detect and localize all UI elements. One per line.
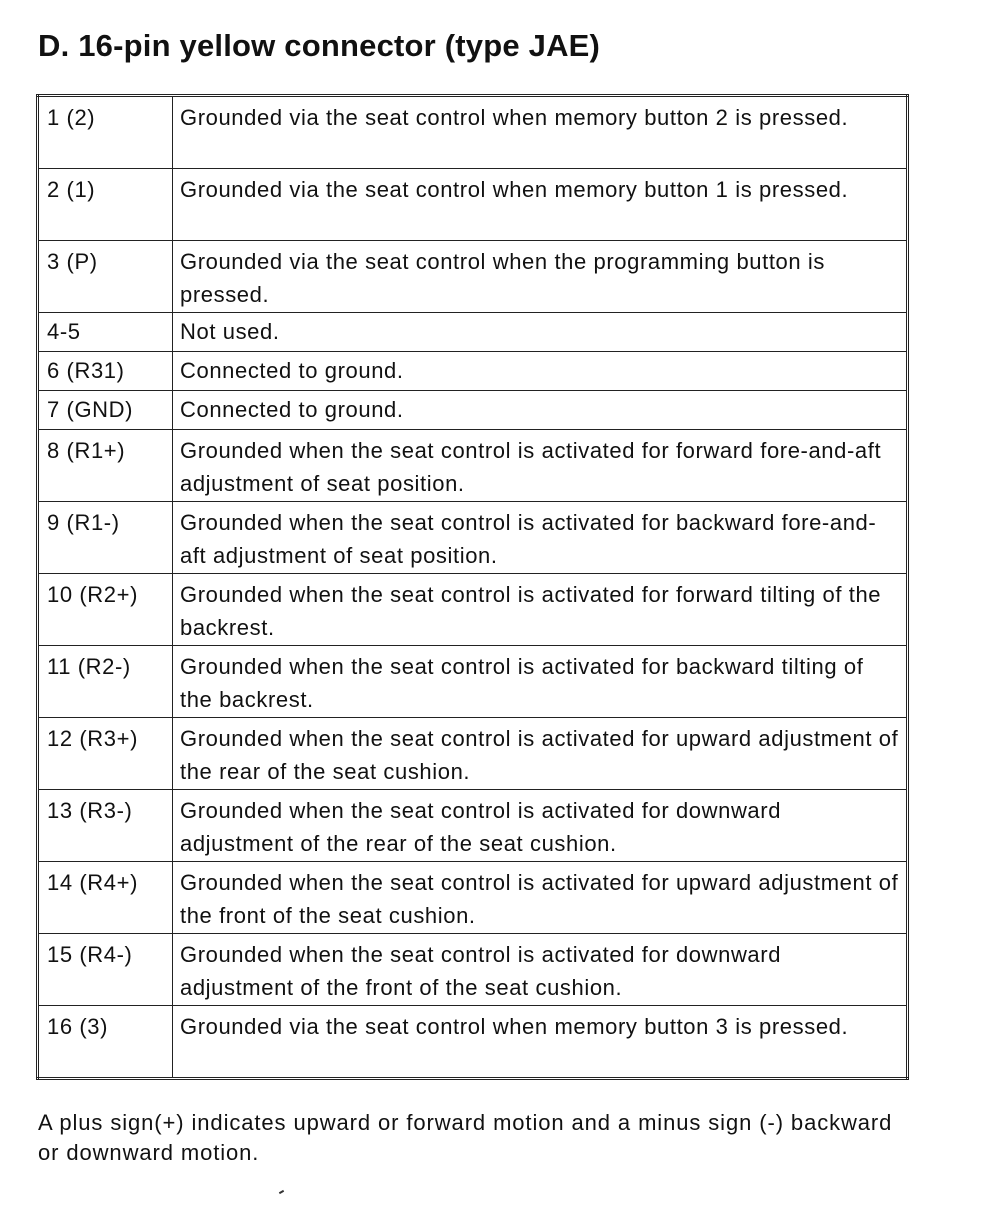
pin-number: 16 (3)	[38, 1006, 173, 1079]
pin-description: Grounded when the seat control is activated for downward adjustment of the front of the seat cushion.	[173, 934, 908, 1006]
pin-description: Not used.	[173, 313, 908, 352]
pin-description: Grounded when the seat control is activated for backward tilting of the backrest.	[173, 646, 908, 718]
table-row	[38, 934, 908, 1006]
pin-description: Grounded when the seat control is activated for downward adjustment of the rear of the seat cushion.	[173, 790, 908, 862]
pin-description: Grounded when the seat control is activated for upward adjustment of the front of the seat cushion.	[173, 862, 908, 934]
pin-description: Grounded via the seat control when memory button 3 is pressed.	[173, 1006, 908, 1079]
table-row	[38, 574, 908, 646]
pin-number: 8 (R1+)	[38, 430, 173, 502]
pin-description: Grounded when the seat control is activated for backward fore-and-aft adjustment of seat position.	[173, 502, 908, 574]
table-row	[38, 241, 908, 313]
pin-number: 13 (R3-)	[38, 790, 173, 862]
pin-number: 9 (R1-)	[38, 502, 173, 574]
pin-number: 2 (1)	[38, 169, 173, 241]
pin-description: Grounded via the seat control when the programming button is pressed.	[173, 241, 908, 313]
pin-number: 15 (R4-)	[38, 934, 173, 1006]
table-row	[38, 169, 908, 241]
table-row	[38, 313, 908, 352]
pin-description: Grounded via the seat control when memory button 2 is pressed.	[173, 96, 908, 169]
table-row	[38, 352, 908, 391]
pin-number: 4-5	[38, 313, 173, 352]
table-row	[38, 1006, 908, 1079]
pin-description: Grounded when the seat control is activated for forward fore-and-aft adjustment of seat position.	[173, 430, 908, 502]
pin-number: 10 (R2+)	[38, 574, 173, 646]
table-row	[38, 646, 908, 718]
pin-number: 12 (R3+)	[38, 718, 173, 790]
pin-number: 14 (R4+)	[38, 862, 173, 934]
pin-number: 1 (2)	[38, 96, 173, 169]
connector-pin-table	[36, 94, 909, 1080]
pin-description: Connected to ground.	[173, 391, 908, 430]
table-row	[38, 718, 908, 790]
pin-description: Grounded when the seat control is activated for upward adjustment of the rear of the seat cushion.	[173, 718, 908, 790]
pin-number: 7 (GND)	[38, 391, 173, 430]
pin-description: Grounded via the seat control when memory button 1 is pressed.	[173, 169, 908, 241]
pin-number: 11 (R2-)	[38, 646, 173, 718]
footnote: A plus sign(+) indicates upward or forward motion and a minus sign (-) backward or downward motion.	[38, 1110, 893, 1165]
table-row	[38, 502, 908, 574]
pin-description: Connected to ground.	[173, 352, 908, 391]
table-row	[38, 391, 908, 430]
pin-number: 3 (P)	[38, 241, 173, 313]
table-row	[38, 430, 908, 502]
table-row	[38, 790, 908, 862]
section-title: D. 16-pin yellow connector (type JAE)	[38, 28, 601, 63]
table-row	[38, 862, 908, 934]
pin-number: 6 (R31)	[38, 352, 173, 391]
table-row	[38, 96, 908, 169]
scan-speck	[279, 1190, 284, 1194]
pin-description: Grounded when the seat control is activated for forward tilting of the backrest.	[173, 574, 908, 646]
